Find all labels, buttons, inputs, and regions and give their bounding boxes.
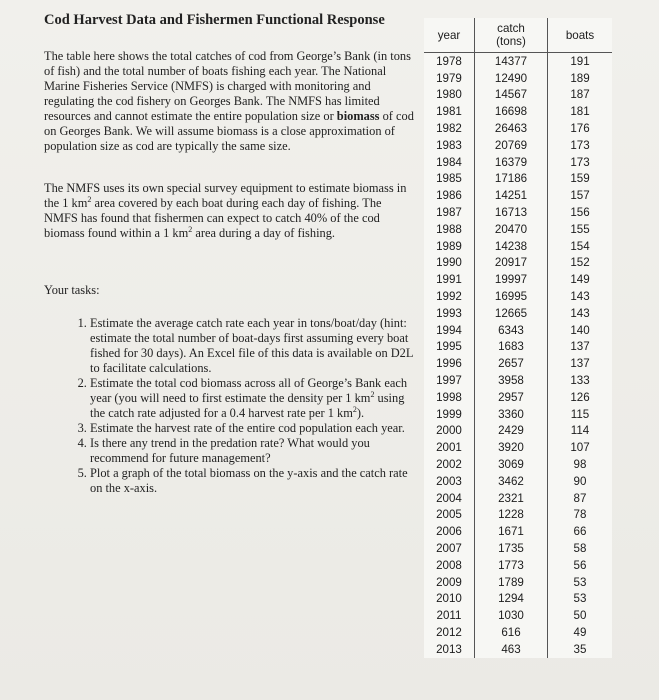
catch-cell: 1228 bbox=[475, 507, 548, 524]
year-cell: 1986 bbox=[424, 187, 475, 204]
boats-cell: 53 bbox=[573, 575, 587, 589]
table-row bbox=[424, 204, 612, 221]
text-column bbox=[44, 12, 416, 496]
boats-cell: 173 bbox=[570, 155, 590, 169]
task-text: ). bbox=[356, 406, 365, 420]
boats-cell: 143 bbox=[570, 306, 590, 320]
boats-cell: 50 bbox=[573, 609, 587, 623]
boats-cell: 98 bbox=[573, 458, 587, 472]
table-row bbox=[424, 507, 612, 524]
table-row bbox=[424, 540, 612, 557]
boats-cell: 149 bbox=[570, 273, 590, 287]
table-row bbox=[424, 624, 612, 641]
year-cell: 1987 bbox=[424, 204, 475, 221]
catch-cell: 6343 bbox=[475, 322, 548, 339]
boats-cell: 152 bbox=[570, 256, 590, 270]
table-row bbox=[424, 255, 612, 272]
boats-cell: 114 bbox=[570, 424, 590, 438]
intro-text: The table here shows the total catches of cod from George’s Bank (in tons of fish) and the total number of boats fishing each year. The National Marine Fisheries Service (NMFS) is charged with monitoring and regulating the cod fishery on Georges Bank. The NMFS has limited resources and cannot estimate the entire population size or bbox=[44, 49, 411, 123]
table-body bbox=[424, 53, 612, 658]
boats-cell: 173 bbox=[570, 138, 590, 152]
year-cell: 2011 bbox=[424, 607, 475, 624]
year-cell: 1994 bbox=[424, 322, 475, 339]
task-item: 1. Estimate the average catch rate each year in tons/boat/day (hint: estimate the total number of boat-days first assuming every boat fished for 30 days). An Excel file of this data is available on D2L to facilitate calculations. bbox=[90, 316, 416, 376]
year-cell: 1980 bbox=[424, 87, 475, 104]
boats-cell: 58 bbox=[573, 542, 587, 555]
year-cell: 2012 bbox=[424, 624, 475, 641]
catch-cell: 16379 bbox=[475, 154, 548, 171]
boats-cell: 191 bbox=[548, 53, 613, 70]
catch-cell: 2957 bbox=[475, 389, 548, 406]
catch-cell: 1789 bbox=[475, 574, 548, 591]
year-cell: 2005 bbox=[424, 507, 475, 524]
table-row bbox=[424, 557, 612, 574]
document-title: Cod Harvest Data and Fishermen Functional Response bbox=[44, 12, 385, 28]
catch-cell: 3958 bbox=[475, 372, 548, 389]
year-cell: 2008 bbox=[424, 557, 475, 574]
table-row bbox=[424, 137, 612, 154]
boats-cell: 53 bbox=[573, 592, 587, 606]
table-row bbox=[424, 70, 612, 87]
superscript: 2 bbox=[370, 389, 375, 399]
year-cell: 1993 bbox=[424, 305, 475, 322]
year-cell: 2006 bbox=[424, 523, 475, 540]
catch-cell: 1683 bbox=[475, 339, 548, 356]
catch-header-line1: catch bbox=[497, 22, 525, 35]
boats-cell: 56 bbox=[573, 558, 587, 572]
table-row bbox=[424, 154, 612, 171]
table-row bbox=[424, 271, 612, 288]
intro-paragraph bbox=[44, 49, 416, 154]
superscript: 2 bbox=[87, 194, 92, 204]
table-row bbox=[424, 456, 612, 473]
boats-cell: 126 bbox=[570, 390, 590, 404]
table-row bbox=[424, 523, 612, 540]
catch-cell: 463 bbox=[475, 641, 548, 658]
task-item: 5. Plot a graph of the total biomass on the y-axis and the catch rate on the x-axis. bbox=[90, 466, 416, 496]
table-row bbox=[424, 389, 612, 406]
table-row bbox=[424, 406, 612, 423]
year-cell: 1982 bbox=[424, 120, 475, 137]
table-row bbox=[424, 473, 612, 490]
catch-cell: 19997 bbox=[475, 271, 548, 288]
table-row bbox=[424, 641, 612, 658]
catch-cell: 3069 bbox=[475, 456, 548, 473]
catch-cell: 3360 bbox=[475, 406, 548, 423]
table-row bbox=[424, 574, 612, 591]
table-row bbox=[424, 238, 612, 255]
catch-cell: 14238 bbox=[475, 238, 548, 255]
boats-cell: 90 bbox=[573, 474, 587, 488]
tasks-heading: Your tasks: bbox=[44, 283, 100, 297]
table-row bbox=[424, 171, 612, 188]
boats-cell: 143 bbox=[570, 290, 590, 304]
task-item: 3. Estimate the harvest rate of the entire cod population each year. bbox=[90, 421, 416, 436]
boats-cell: 189 bbox=[570, 71, 590, 85]
year-cell: 1989 bbox=[424, 238, 475, 255]
table-row bbox=[424, 221, 612, 238]
cod-data-table bbox=[424, 18, 612, 658]
year-cell: 1998 bbox=[424, 389, 475, 406]
superscript: 2 bbox=[188, 224, 193, 234]
catch-cell: 1773 bbox=[475, 557, 548, 574]
year-cell: 2004 bbox=[424, 490, 475, 507]
table-row bbox=[424, 305, 612, 322]
table-row bbox=[424, 591, 612, 608]
table-row bbox=[424, 187, 612, 204]
survey-text-end: area during a day of fishing. bbox=[192, 226, 336, 240]
boats-cell: 140 bbox=[570, 323, 590, 337]
catch-cell: 1735 bbox=[475, 540, 548, 557]
boats-cell: 137 bbox=[570, 340, 590, 354]
catch-cell: 16713 bbox=[475, 204, 548, 221]
task-item bbox=[90, 376, 416, 421]
table-row bbox=[424, 103, 612, 120]
survey-text-mid: area covered by each boat during each day of fishing. The NMFS has found that fishermen can expect to catch 40% of the cod biomass found within a 1 km bbox=[44, 196, 382, 240]
year-cell: 2010 bbox=[424, 591, 475, 608]
year-cell: 2009 bbox=[424, 574, 475, 591]
year-cell: 1984 bbox=[424, 154, 475, 171]
catch-cell: 3462 bbox=[475, 473, 548, 490]
catch-cell: 1671 bbox=[475, 523, 548, 540]
boats-cell: 66 bbox=[573, 525, 587, 539]
table-row bbox=[424, 322, 612, 339]
year-cell: 1985 bbox=[424, 171, 475, 188]
boats-cell: 176 bbox=[570, 122, 590, 136]
boats-cell: 78 bbox=[573, 508, 587, 522]
boats-cell: 159 bbox=[570, 172, 590, 186]
year-cell: 1983 bbox=[424, 137, 475, 154]
boats-cell: 181 bbox=[570, 105, 590, 119]
table-row bbox=[424, 120, 612, 137]
catch-cell: 16995 bbox=[475, 288, 548, 305]
year-cell: 1978 bbox=[424, 53, 475, 70]
table-row bbox=[424, 355, 612, 372]
boats-cell: 156 bbox=[570, 206, 590, 220]
year-cell: 2002 bbox=[424, 456, 475, 473]
boats-cell: 155 bbox=[570, 222, 590, 236]
year-cell: 1997 bbox=[424, 372, 475, 389]
table-row bbox=[424, 372, 612, 389]
catch-cell: 20769 bbox=[475, 137, 548, 154]
year-cell: 2001 bbox=[424, 439, 475, 456]
year-cell: 1990 bbox=[424, 255, 475, 272]
year-header: year bbox=[424, 18, 475, 53]
table-row bbox=[424, 87, 612, 104]
year-cell: 1988 bbox=[424, 221, 475, 238]
survey-paragraph bbox=[44, 181, 416, 241]
table-row bbox=[424, 423, 612, 440]
catch-cell: 17186 bbox=[475, 171, 548, 188]
table-row bbox=[424, 490, 612, 507]
table-row bbox=[424, 288, 612, 305]
task-text: using the catch rate adjusted for a 0.4 harvest rate per 1 km bbox=[90, 391, 405, 420]
boats-cell: 137 bbox=[570, 357, 590, 371]
year-cell: 2013 bbox=[424, 641, 475, 658]
year-cell: 1996 bbox=[424, 355, 475, 372]
year-cell: 1999 bbox=[424, 406, 475, 423]
catch-cell: 26463 bbox=[475, 120, 548, 137]
catch-cell: 1294 bbox=[475, 591, 548, 608]
biomass-term: biomass bbox=[336, 109, 380, 123]
superscript: 2 bbox=[352, 404, 357, 414]
catch-cell: 1030 bbox=[475, 607, 548, 624]
table-row bbox=[424, 607, 612, 624]
year-cell: 1995 bbox=[424, 339, 475, 356]
catch-cell: 12490 bbox=[475, 70, 548, 87]
catch-cell: 14251 bbox=[475, 187, 548, 204]
task-list bbox=[44, 316, 416, 496]
boats-cell: 133 bbox=[570, 374, 590, 388]
intro-text-end: of cod on Georges Bank. We will assume biomass is a close approximation of population size as cod are typically the same size. bbox=[44, 109, 414, 153]
table-row bbox=[424, 339, 612, 356]
boats-cell: 157 bbox=[570, 189, 590, 203]
catch-cell: 14567 bbox=[475, 87, 548, 104]
catch-cell: 16698 bbox=[475, 103, 548, 120]
table-row bbox=[424, 439, 612, 456]
year-cell: 2003 bbox=[424, 473, 475, 490]
survey-text: The NMFS uses its own special survey equipment to estimate biomass in the 1 km bbox=[44, 181, 407, 210]
year-cell: 1979 bbox=[424, 70, 475, 87]
catch-cell: 12665 bbox=[475, 305, 548, 322]
boats-cell: 49 bbox=[573, 625, 587, 639]
task-text: Estimate the total cod biomass across all of George’s Bank each year (you will need to first estimate the density per 1 km bbox=[90, 376, 408, 405]
catch-header bbox=[475, 18, 548, 53]
catch-cell: 20917 bbox=[475, 255, 548, 272]
catch-cell: 2429 bbox=[475, 423, 548, 440]
boats-cell: 35 bbox=[573, 642, 587, 656]
catch-cell: 2657 bbox=[475, 355, 548, 372]
catch-header-line2: (tons) bbox=[496, 35, 526, 48]
year-cell: 2000 bbox=[424, 423, 475, 440]
boats-cell: 187 bbox=[570, 88, 590, 102]
catch-cell: 20470 bbox=[475, 221, 548, 238]
boats-cell: 107 bbox=[570, 441, 590, 455]
year-cell: 2007 bbox=[424, 540, 475, 557]
catch-cell: 2321 bbox=[475, 490, 548, 507]
task-item: 4. Is there any trend in the predation rate? What would you recommend for future management? bbox=[90, 436, 416, 466]
table-header-row bbox=[424, 18, 612, 53]
year-cell: 1992 bbox=[424, 288, 475, 305]
catch-cell: 14377 bbox=[475, 53, 548, 70]
year-cell: 1981 bbox=[424, 103, 475, 120]
catch-cell: 616 bbox=[475, 624, 548, 641]
boats-cell: 87 bbox=[573, 491, 587, 505]
boats-header: boats bbox=[565, 28, 595, 42]
table-row bbox=[424, 53, 612, 70]
boats-cell: 115 bbox=[570, 407, 590, 421]
boats-cell: 154 bbox=[570, 239, 590, 253]
catch-cell: 3920 bbox=[475, 439, 548, 456]
year-cell: 1991 bbox=[424, 271, 475, 288]
